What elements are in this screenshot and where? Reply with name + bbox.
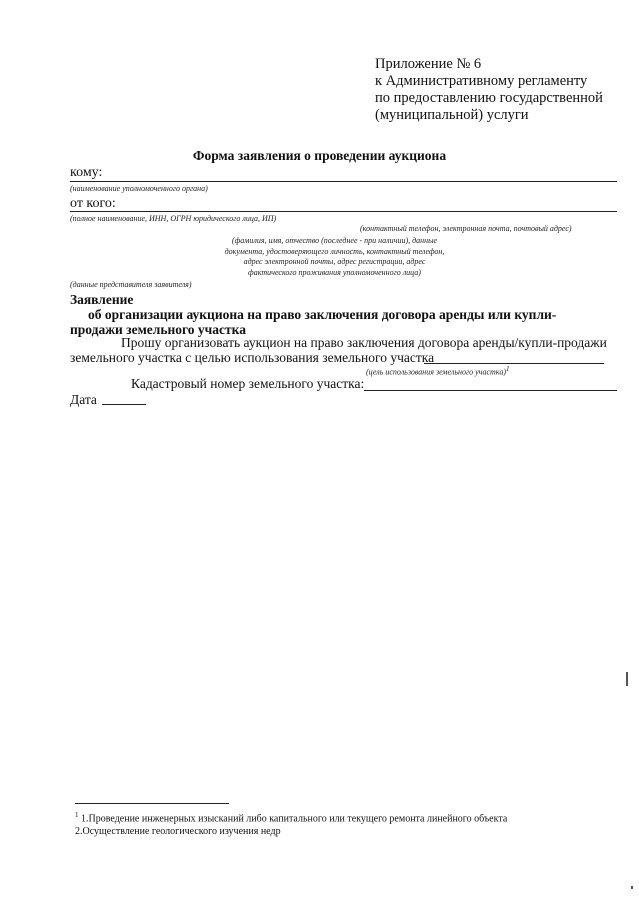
appendix-line-3: по предоставлению государственной — [375, 90, 603, 106]
from-label: от кого: — [70, 196, 116, 211]
purpose-caption — [366, 365, 510, 377]
from-caption-org: (полное наименование, ИНН, ОГРН юридического лица, ИП) — [70, 214, 277, 223]
from-line[interactable] — [70, 211, 617, 212]
request-line-2: земельного участка с целью использования земельного участка — [70, 350, 435, 365]
footnote-1-mark: 1 — [75, 811, 79, 819]
purpose-footnote-mark: 1 — [506, 365, 510, 373]
from-caption-person — [0, 236, 639, 278]
purpose-caption-text: (цель использования земельного участка) — [366, 367, 506, 377]
appendix-header — [375, 56, 603, 124]
cadastral-line[interactable] — [364, 390, 617, 391]
to-line[interactable] — [70, 181, 617, 182]
footnote-2: 2.Осуществление геологического изучения недр — [75, 826, 281, 837]
purpose-line[interactable] — [424, 363, 604, 364]
footnote-1 — [75, 811, 507, 824]
statement-subject-line-1: об организации аукциона на право заключения договора аренды или купли- — [88, 307, 557, 322]
footnote-1-text: 1.Проведение инженерных изысканий либо капитального или текущего ремонта линейного объекта — [81, 813, 508, 825]
to-caption: (наименование уполномоченного органа) — [70, 184, 208, 193]
appendix-line-4: (муниципальной) услуги — [375, 107, 529, 123]
statement-subject-line-2: продажи земельного участка — [70, 322, 246, 337]
to-label: кому: — [70, 165, 103, 180]
appendix-line-2: к Административному регламенту — [375, 73, 588, 89]
request-line-1: Прошу организовать аукцион на право заключения договора аренды/купли-продажи — [121, 335, 607, 350]
cadastral-label: Кадастровый номер земельного участка: — [131, 376, 365, 391]
date-label: Дата — [70, 392, 97, 407]
appendix-line-1: Приложение № 6 — [375, 56, 482, 72]
footnote-separator — [75, 803, 229, 804]
person-caption-line-4: фактического проживания уполномоченного лица) — [248, 267, 421, 277]
person-caption-line-2: документа, удостоверяющего личность, контактный телефон, — [224, 246, 445, 256]
statement-heading: Заявление — [70, 292, 134, 307]
scan-speck — [631, 886, 633, 889]
date-line[interactable] — [102, 404, 146, 405]
person-caption-line-3: адрес электронной почты, адрес регистрации, адрес — [243, 257, 426, 266]
from-caption-contacts: (контактный телефон, электронная почта, почтовый адрес) — [360, 224, 572, 233]
scan-speck — [626, 672, 628, 686]
person-caption-line-1: (фамилия, имя, отчество (последнее - при наличии), данные — [231, 236, 438, 245]
representative-caption: (данные представителя заявителя) — [70, 280, 192, 289]
form-title: Форма заявления о проведении аукциона — [192, 148, 447, 163]
